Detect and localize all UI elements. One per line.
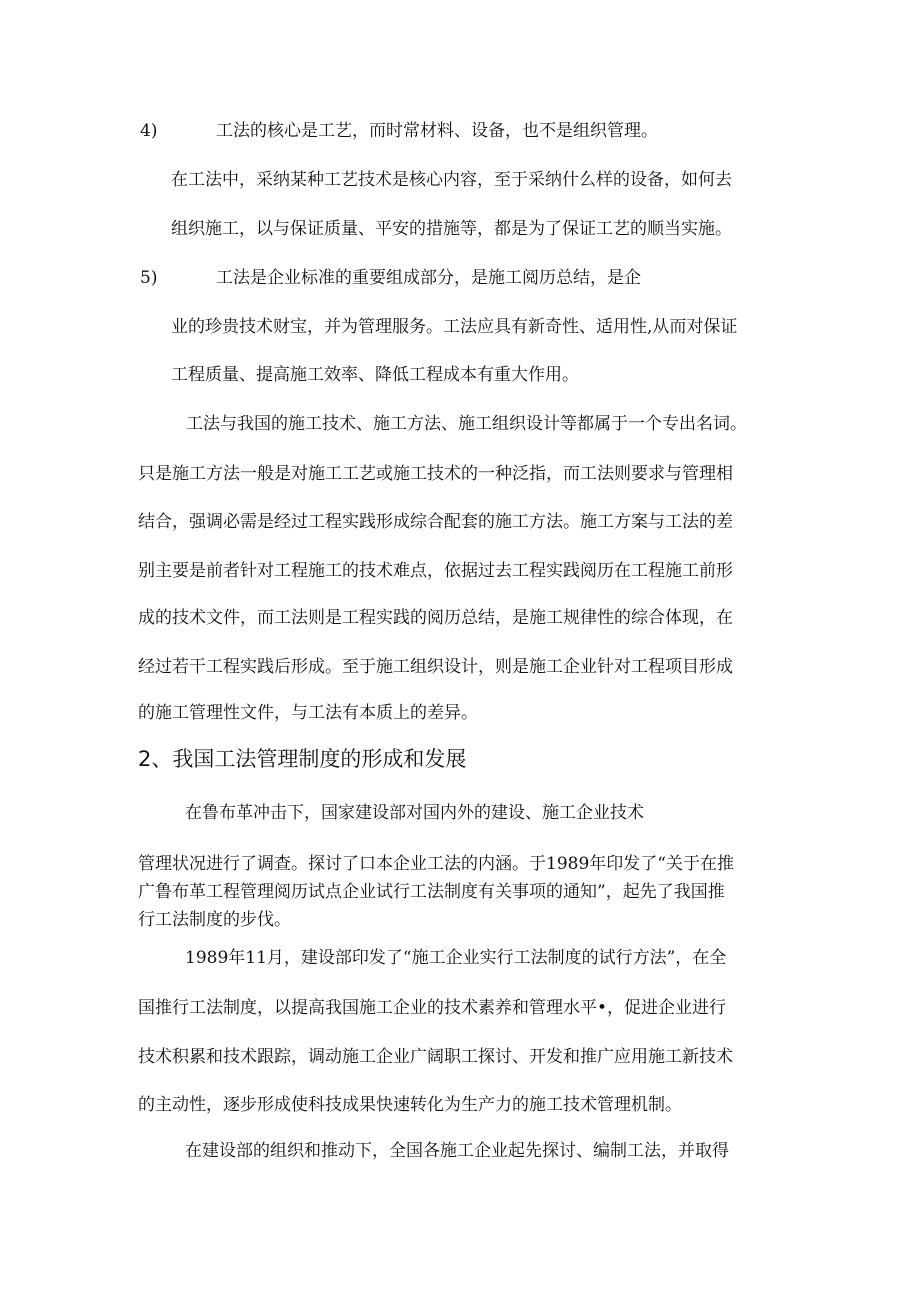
para-3-line-2: 国推行工法制度，以提高我国施工企业的技术素养和管理水平•，促进企业进行 — [138, 998, 727, 1018]
para-4-line-1: 在建设部的组织和推动下，全国各施工企业起先探讨、编制工法，并取得 — [185, 1141, 729, 1161]
item-4-number: 4) — [140, 121, 158, 141]
para-1-line-6: 经过若干工程实践后形成。至于施工组织设计，则是施工企业针对工程项目形成 — [138, 657, 733, 677]
item-5-line-2: 工程质量、提高施工效率、降低工程成本有重大作用。 — [171, 365, 579, 385]
para-1-line-1: 工法与我国的施工技术、施工方法、施工组织设计等都属于一个专出名词。 — [186, 414, 747, 434]
item-5-title: 工法是企业标准的重要组成部分，是施工阅历总结，是企 — [216, 268, 641, 288]
item-5-line-1: 业的珍贵技术财宝，并为管理服务。工法应具有新奇性、适用性,从而对保证 — [171, 317, 738, 337]
para-3-line-4: 的主动性，逐步形成使科技成果快速转化为生产力的施工技术管理机制。 — [138, 1095, 682, 1115]
para-1-line-3: 结合，强调必需是经过工程实践形成综合配套的施工方法。施工方案与工法的差 — [138, 512, 733, 532]
para-2-line-4: 行工法制度的步伐。 — [138, 910, 291, 930]
para-1-line-2: 只是施工方法一般是对施工工艺或施工技术的一种泛指，而工法则要求与管理相 — [138, 464, 733, 484]
para-3-line-1: 1989年11月，建设部印发了“施工企业实行工法制度的试行方法”，在全 — [185, 948, 727, 968]
para-2-line-1: 在鲁布革冲击下，国家建设部对国内外的建设、施工企业技术 — [185, 803, 644, 823]
item-4-title: 工法的核心是工艺，而时常材料、设备，也不是组织管理。 — [216, 121, 658, 141]
item-4-line-2: 组织施工，以与保证质量、平安的措施等，都是为了保证工艺的顺当实施。 — [171, 219, 732, 239]
para-2-line-3: 广鲁布革工程管理阅历试点企业试行工法制度有关事项的通知”，起先了我国推 — [138, 882, 725, 902]
item-4-line-1: 在工法中，采纳某种工艺技术是核心内容，至于采纳什么样的设备，如何去 — [171, 170, 732, 190]
para-2-line-2: 管理状况进行了调查。探讨了口本企业工法的内涵。于1989年印发了“关于在推 — [138, 854, 734, 874]
para-3-line-3: 技术积累和技术跟踪，调动施工企业广阔职工探讨、开发和推广应用施工新技术 — [138, 1047, 733, 1067]
section-heading: 2、我国工法管理制度的形成和发展 — [138, 747, 467, 771]
para-1-line-5: 成的技术文件，而工法则是工程实践的阅历总结，是施工规律性的综合体现，在 — [138, 608, 733, 628]
para-1-line-7: 的施工管理性文件，与工法有本质上的差异。 — [138, 703, 478, 723]
item-5-number: 5) — [140, 268, 158, 288]
para-1-line-4: 别主要是前者针对工程施工的技术难点，依据过去工程实践阅历在工程施工前形 — [138, 561, 733, 581]
